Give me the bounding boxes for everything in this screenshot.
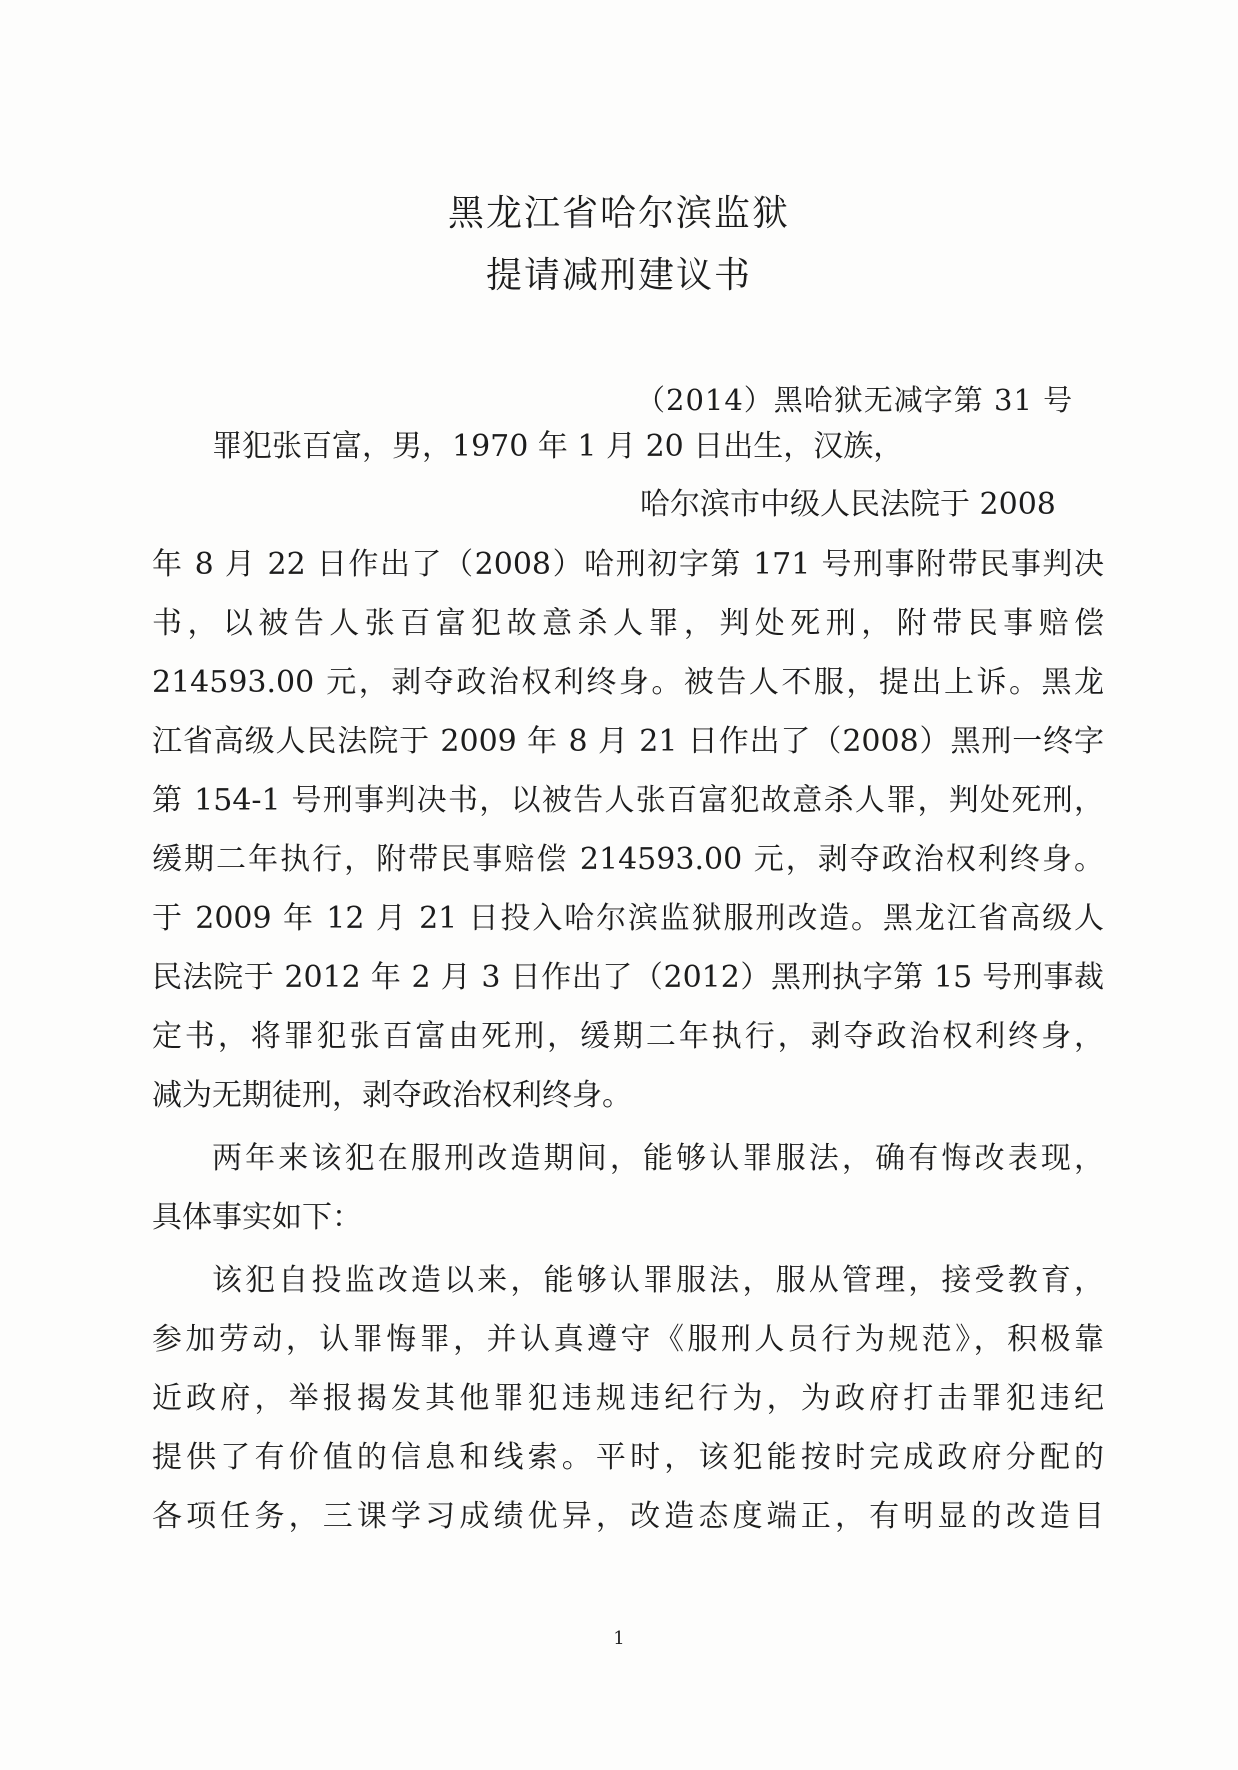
body-line: 定书，将罪犯张百富由死刑，缓期二年执行，剥夺政治权利终身， bbox=[152, 1019, 1104, 1054]
body-line: 各项任务，三课学习成绩优异，改造态度端正，有明显的改造目 bbox=[152, 1499, 1104, 1534]
body-line: 罪犯张百富，男，1970 年 1 月 20 日出生，汉族， bbox=[212, 429, 904, 464]
body-line: 于 2009 年 12 月 21 日投入哈尔滨监狱服刑改造。黑龙江省高级人 bbox=[152, 901, 1104, 936]
body-line: 214593.00 元，剥夺政治权利终身。被告人不服，提出上诉。黑龙 bbox=[152, 665, 1104, 700]
body-line: 两年来该犯在服刑改造期间，能够认罪服法，确有悔改表现， bbox=[212, 1141, 1104, 1176]
body-line: 提供了有价值的信息和线索。平时，该犯能按时完成政府分配的 bbox=[152, 1440, 1104, 1475]
body-line: 缓期二年执行，附带民事赔偿 214593.00 元，剥夺政治权利终身。 bbox=[152, 842, 1104, 877]
document-number: （2014）黑哈狱无减字第 31 号 bbox=[636, 383, 1074, 417]
body-line: 民法院于 2012 年 2 月 3 日作出了（2012）黑刑执字第 15 号刑事裁 bbox=[152, 960, 1104, 995]
body-line: 哈尔滨市中级人民法院于 2008 bbox=[640, 487, 1056, 522]
document-title-line2: 提请减刑建议书 bbox=[485, 255, 752, 296]
body-line: 该犯自投监改造以来，能够认罪服法，服从管理，接受教育， bbox=[212, 1263, 1104, 1298]
body-line: 具体事实如下： bbox=[152, 1200, 362, 1235]
body-line: 年 8 月 22 日作出了（2008）哈刑初字第 171 号刑事附带民事判决 bbox=[152, 547, 1104, 582]
body-line: 江省高级人民法院于 2009 年 8 月 21 日作出了（2008）黑刑一终字 bbox=[152, 724, 1104, 759]
body-line: 书，以被告人张百富犯故意杀人罪，判处死刑，附带民事赔偿 bbox=[152, 606, 1104, 641]
body-line: 第 154-1 号刑事判决书，以被告人张百富犯故意杀人罪，判处死刑， bbox=[152, 783, 1104, 818]
body-line: 近政府，举报揭发其他罪犯违规违纪行为，为政府打击罪犯违纪 bbox=[152, 1381, 1104, 1416]
page-number: 1 bbox=[613, 1628, 625, 1649]
body-line: 减为无期徒刑，剥夺政治权利终身。 bbox=[152, 1078, 632, 1113]
body-line: 参加劳动，认罪悔罪，并认真遵守《服刑人员行为规范》，积极靠 bbox=[152, 1322, 1104, 1357]
document-title-line1: 黑龙江省哈尔滨监狱 bbox=[447, 193, 790, 234]
